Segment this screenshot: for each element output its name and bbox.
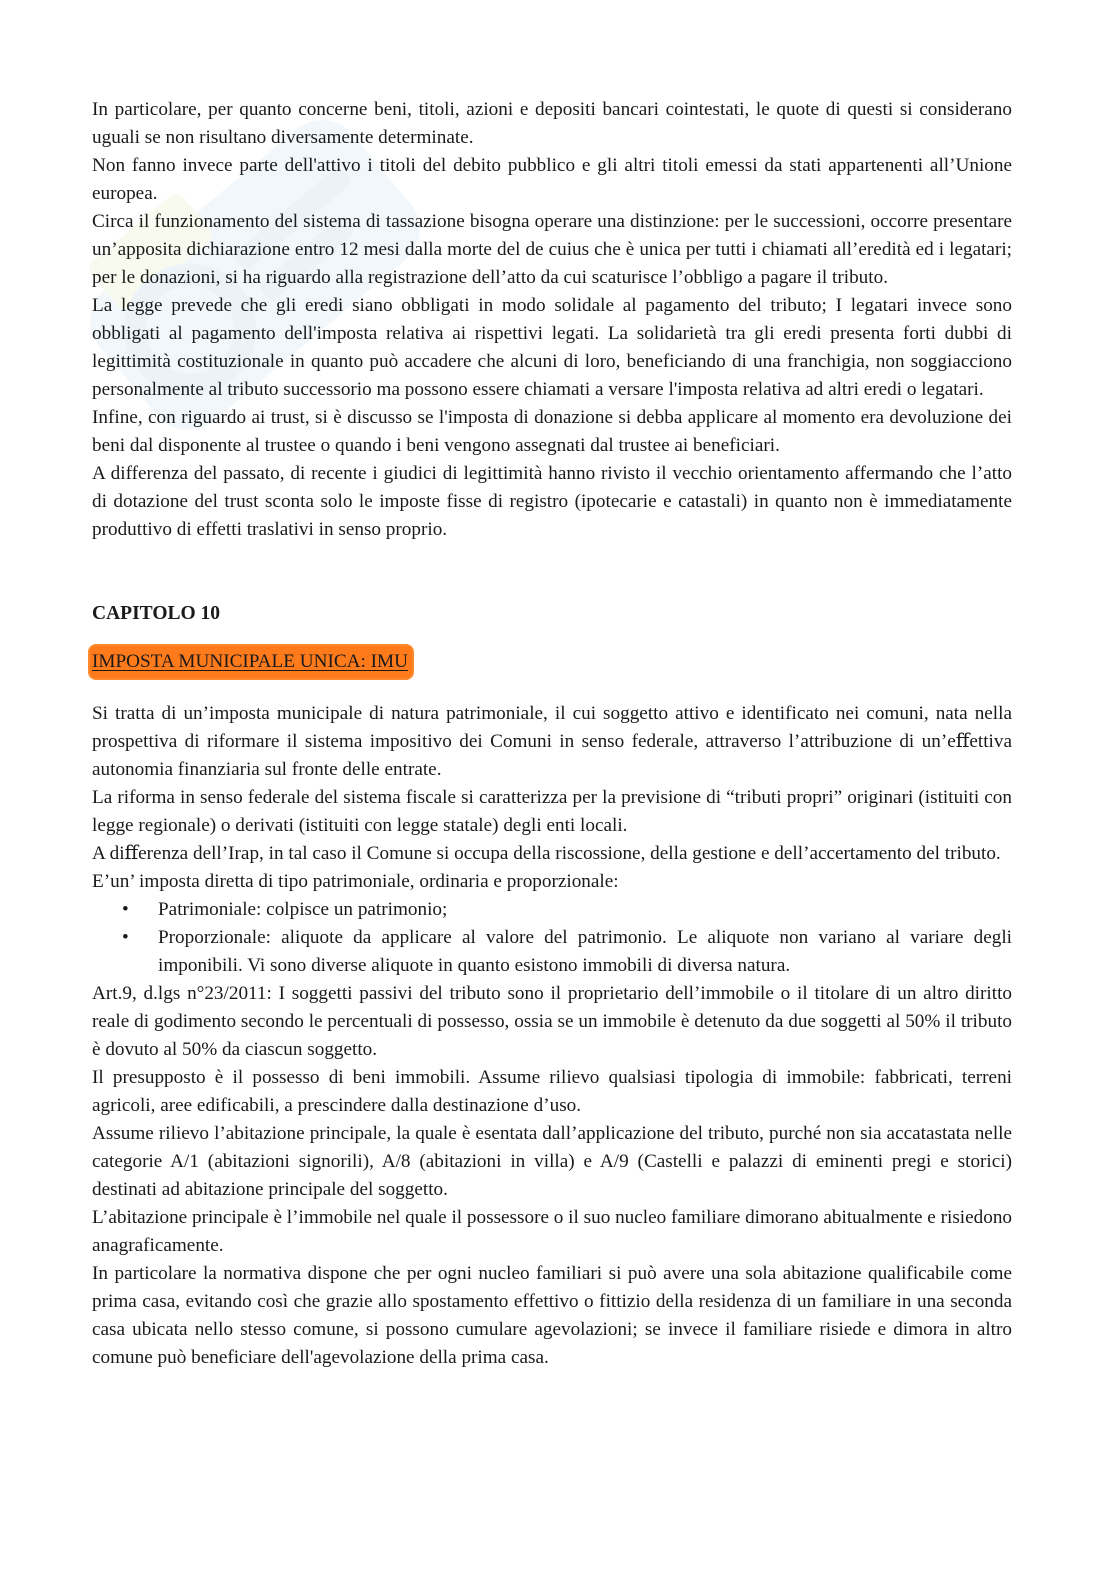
paragraph: Il presupposto è il possesso di beni immobili. Assume rilievo qualsiasi tipologia di immobile: fabbricati, terreni agricoli, aree edificabili, a prescindere dalla destinazione d’uso.	[92, 1067, 1012, 1116]
bullet-list	[92, 896, 1012, 980]
chapter-body	[92, 700, 1012, 1372]
intro-section	[92, 96, 1012, 544]
bullet-icon: •	[122, 927, 129, 948]
list-item-text: Proporzionale: aliquote da applicare al valore del patrimonio. Le aliquote non variano al variare degli imponibili. Vi sono diverse aliquote in quanto esistono immobili di diversa natura.	[158, 927, 1012, 976]
section-title-highlighted: IMPOSTA MUNICIPALE UNICA: IMU	[90, 646, 412, 678]
paragraph: Circa il funzionamento del sistema di tassazione bisogna operare una distinzione: per le successioni, occorre presentare un’apposita dichiarazione entro 12 mesi dalla morte del de cuius che è unica per tutti i chiamati all’eredità ed i legatari; per le donazioni, si ha riguardo alla registrazione dell’atto da cui scaturisce l’obbligo a pagare il tributo.	[92, 211, 1012, 288]
paragraph: Assume rilievo l’abitazione principale, la quale è esentata dall’applicazione del tributo, purché non sia accatastata nelle categorie A/1 (abitazioni signorili), A/8 (abitazioni in villa) e A/9 (Castelli e palazzi di eminenti pregi e storici) destinati ad abitazione principale del soggetto.	[92, 1123, 1012, 1200]
paragraph: E’un’ imposta diretta di tipo patrimoniale, ordinaria e proporzionale:	[92, 871, 619, 892]
paragraph: La legge prevede che gli eredi siano obbligati in modo solidale al pagamento del tributo; I legatari invece sono obbligati al pagamento dell'imposta relativa ai rispettivi legati. La solidarietà tra gli eredi presenta forti dubbi di legittimità costituzionale in quanto può accadere che alcuni di loro, beneficiando di una franchigia, non soggiacciono personalmente al tributo successorio ma possono essere chiamati a versare l'imposta relativa ad altri eredi o legatari.	[92, 295, 1012, 400]
chapter-heading: CAPITOLO 10	[92, 603, 221, 624]
bullet-icon: •	[122, 899, 129, 920]
paragraph: In particolare la normativa dispone che per ogni nucleo familiari si può avere una sola abitazione qualificabile come prima casa, evitando così che grazie allo spostamento effettivo o fittizio della residenza di un familiare in una seconda casa ubicata nello stesso comune, si possono cumulare agevolazioni; se invece il familiare risiede e dimora in altro comune può beneficiare dell'agevolazione della prima casa.	[92, 1263, 1012, 1368]
paragraph: Non fanno invece parte dell'attivo i titoli del debito pubblico e gli altri titoli emessi da stati appartenenti all’Unione europea.	[92, 155, 1012, 204]
paragraph: In particolare, per quanto concerne beni, titoli, azioni e depositi bancari cointestati, le quote di questi si considerano uguali se non risultano diversamente determinate.	[92, 99, 1012, 148]
paragraph: A differenza del passato, di recente i giudici di legittimità hanno rivisto il vecchio orientamento affermando che l’atto di dotazione del trust sconta solo le imposte fisse di registro (ipotecarie e catastali) in quanto non è immediatamente produttivo di effetti traslativi in senso proprio.	[92, 463, 1012, 540]
list-item-text: Patrimoniale: colpisce un patrimonio;	[158, 899, 448, 920]
list-item	[92, 896, 1012, 924]
paragraph: Art.9, d.lgs n°23/2011: I soggetti passivi del tributo sono il proprietario dell’immobile o il titolare di un altro diritto reale di godimento secondo le percentuali di possesso, ossia se un immobile è detenuto da due soggetti al 50% il tributo è dovuto al 50% da ciascun soggetto.	[92, 983, 1012, 1060]
list-item	[92, 924, 1012, 980]
document-page	[92, 96, 1012, 1372]
paragraph: A diﬀerenza dell’Irap, in tal caso il Comune si occupa della riscossione, della gestione e dell’accertamento del tributo.	[92, 843, 1001, 864]
paragraph: Si tratta di un’imposta municipale di natura patrimoniale, il cui soggetto attivo e identificato nei comuni, nata nella prospettiva di riformare il sistema impositivo dei Comuni in senso federale, attraverso l’attribuzione di un’eﬀettiva autonomia finanziaria sul fronte delle entrate.	[92, 703, 1012, 780]
paragraph: La riforma in senso federale del sistema fiscale si caratterizza per la previsione di “tributi propri” originari (istituiti con legge regionale) o derivati (istituiti con legge statale) degli enti locali.	[92, 787, 1012, 836]
section-title-wrap	[92, 646, 1012, 678]
paragraph: Infine, con riguardo ai trust, si è discusso se l'imposta di donazione si debba applicare al momento era devoluzione dei beni dal disponente al trustee o quando i beni vengono assegnati dal trustee ai beneficiari.	[92, 407, 1012, 456]
paragraph: L’abitazione principale è l’immobile nel quale il possessore o il suo nucleo familiare dimorano abitualmente e risiedono anagraficamente.	[92, 1207, 1013, 1256]
